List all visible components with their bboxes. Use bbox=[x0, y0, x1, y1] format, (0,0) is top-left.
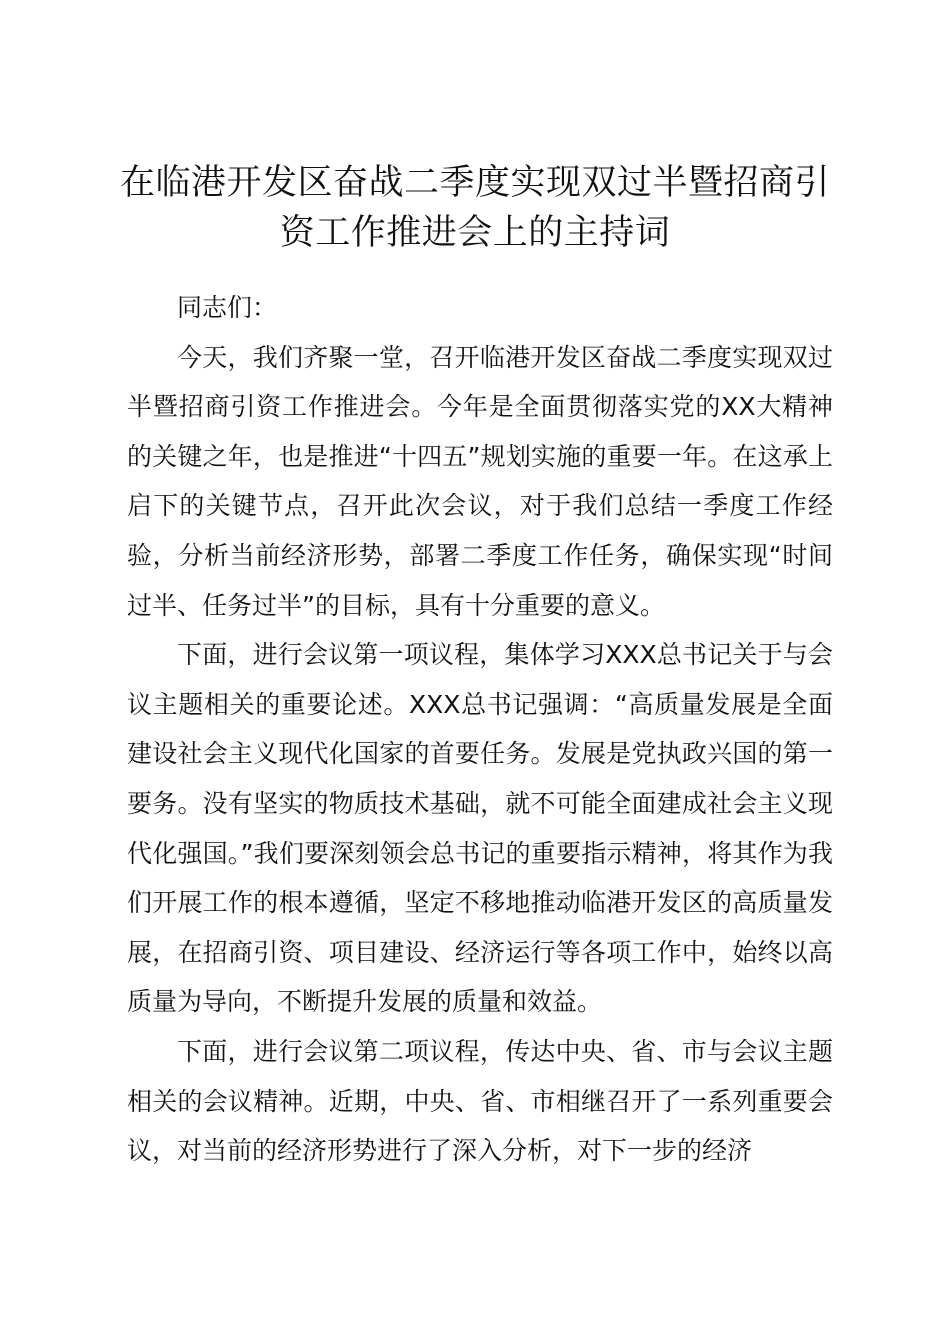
salutation-paragraph: 同志们： bbox=[177, 293, 278, 322]
agenda-item-1-paragraph: 下面，进行会议第一项议程，集体学习XXX总书记关于与会议主题相关的重要论述。XXX总书记强调：“高质量发展是全面建设社会主义现代化国家的首要任务。发展是党执政兴国的第一要务。没有坚实的物质技术基础，就不可能全面建成社会主义现代化强国。”我们要深刻领会总书记的重要指示精神，将其作为我们开展工作的根本遵循，坚定不移地推动临港开发区的高质量发展，在招商引资、项目建设、经济运行等各项工作中，始终以高质量为导向，不断提升发展的质量和效益。 bbox=[127, 640, 833, 1017]
title-line-1: 在临港开发区奋战二季度实现双过半暨招商引 bbox=[119, 163, 830, 203]
document-title bbox=[110, 158, 840, 258]
agenda-item-2-paragraph: 下面，进行会议第二项议程，传达中央、省、市与会议主题相关的会议精神。近期，中央、省、市相继召开了一系列重要会议，对当前的经济形势进行了深入分析，对下一步的经济 bbox=[127, 1036, 833, 1166]
opening-paragraph: 今天，我们齐聚一堂，召开临港开发区奋战二季度实现双过半暨招商引资工作推进会。今年是全面贯彻落实党的XX大精神的关键之年，也是推进“十四五”规划实施的重要一年。在这承上启下的关键节点，召开此次会议，对于我们总结一季度工作经验，分析当前经济形势，部署二季度工作任务，确保实现“时间过半、任务过半”的目标，具有十分重要的意义。 bbox=[127, 342, 833, 620]
document-body bbox=[127, 283, 833, 1176]
title-line-2: 资工作推进会上的主持词 bbox=[279, 213, 671, 253]
